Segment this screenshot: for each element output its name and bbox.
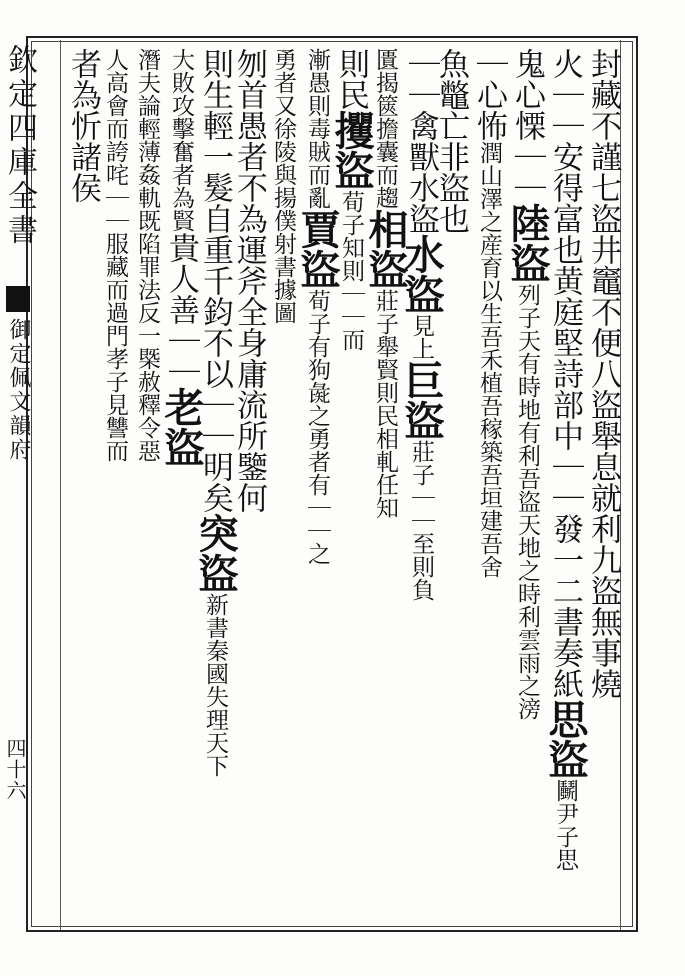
main-text: 貴人善｜｜ (163, 232, 199, 387)
main-text: 封藏不謹七盜井竈不便八盜舉息就利九盜無事燒 (585, 48, 621, 699)
headword: 賈盜 (294, 209, 341, 289)
annotation: 莊子舉賢則 (372, 289, 398, 404)
headword: 陸盜 (504, 203, 551, 283)
text-column-11 (232, 48, 266, 513)
text-column-3 (504, 48, 551, 720)
annotation: 漸愚則毒賊而亂 (304, 48, 330, 209)
text-column-6 (398, 48, 445, 601)
annotation: 民相軋任知 (372, 404, 398, 519)
headword: 思盜 (542, 699, 589, 779)
headword: 相盜 (362, 209, 409, 289)
main-text: 火｜｜安得富也黄庭堅詩部中｜｜發一二書奏紙 (547, 48, 583, 699)
annotation: 大敗攻擊奮者為賢 (168, 48, 194, 232)
main-text: ｜｜禽獸水盜 (403, 48, 439, 234)
main-text: ｜心怖 (471, 48, 507, 141)
margin-book-title: 欽定四庫全書 (2, 44, 37, 248)
text-column-9 (294, 48, 341, 565)
main-text: 鬼心慄｜｜ (509, 48, 545, 203)
annotation: 見上 (408, 314, 434, 360)
annotation: 莊子｜｜至則負 (408, 440, 434, 601)
headword: 老盜 (158, 387, 205, 467)
column-divider (60, 40, 61, 930)
headword: 攫盜 (328, 110, 375, 190)
main-text: 則生輕一髮自重千鈞不以｜｜明矣 (197, 48, 233, 513)
annotation: 人高會而誇咤｜｜服藏而過門孝子見讐而 (102, 48, 128, 462)
margin-subtitle: 御定佩文韻府 (6, 318, 31, 462)
text-column-15 (98, 48, 132, 462)
text-column-4 (472, 48, 506, 578)
main-text: 則民 (333, 48, 369, 110)
annotation: 荀子有狗彘之勇者有｜｜之 (304, 289, 330, 565)
fish-tail-mark (6, 286, 30, 312)
text-column-13 (158, 48, 205, 467)
annotation: 潤山澤之産育以生吾禾植吾稼築吾垣建吾舍 (476, 141, 502, 578)
main-text: 刎首愚者不為運斧全身庸流所鑒何 (231, 48, 267, 513)
annotation: 荀子知則｜｜而 (338, 190, 364, 351)
text-column-10 (266, 48, 300, 324)
annotation: 潛夫論輕薄姦軌既陷罪法反一槩赦釋令惡 (134, 48, 160, 462)
headword: 水盜 (398, 234, 445, 314)
annotation: 列子天有時地有利吾盜天地之時利雲雨之滂 (514, 283, 540, 720)
annotation: 鬭尹子思 (552, 779, 578, 871)
main-text: 魚鼈亡非盜也 (433, 48, 469, 234)
text-column-5 (434, 48, 468, 234)
annotation: 匱揭篋擔囊而趨 (372, 48, 398, 209)
main-text: 者為忻諸侯 (65, 48, 101, 203)
text-column-14 (130, 48, 164, 462)
text-column-2 (542, 48, 589, 871)
annotation: 新書秦國失理天下 (202, 593, 228, 777)
text-column-1 (586, 48, 620, 699)
text-column-8 (328, 48, 375, 351)
annotation: 勇者又徐陵與揚僕射書據圖 (270, 48, 296, 324)
headword: 巨盜 (398, 360, 445, 440)
margin-page-number: 四十六 (3, 738, 27, 801)
headword: 突盜 (192, 513, 239, 593)
text-column-16 (66, 48, 100, 203)
